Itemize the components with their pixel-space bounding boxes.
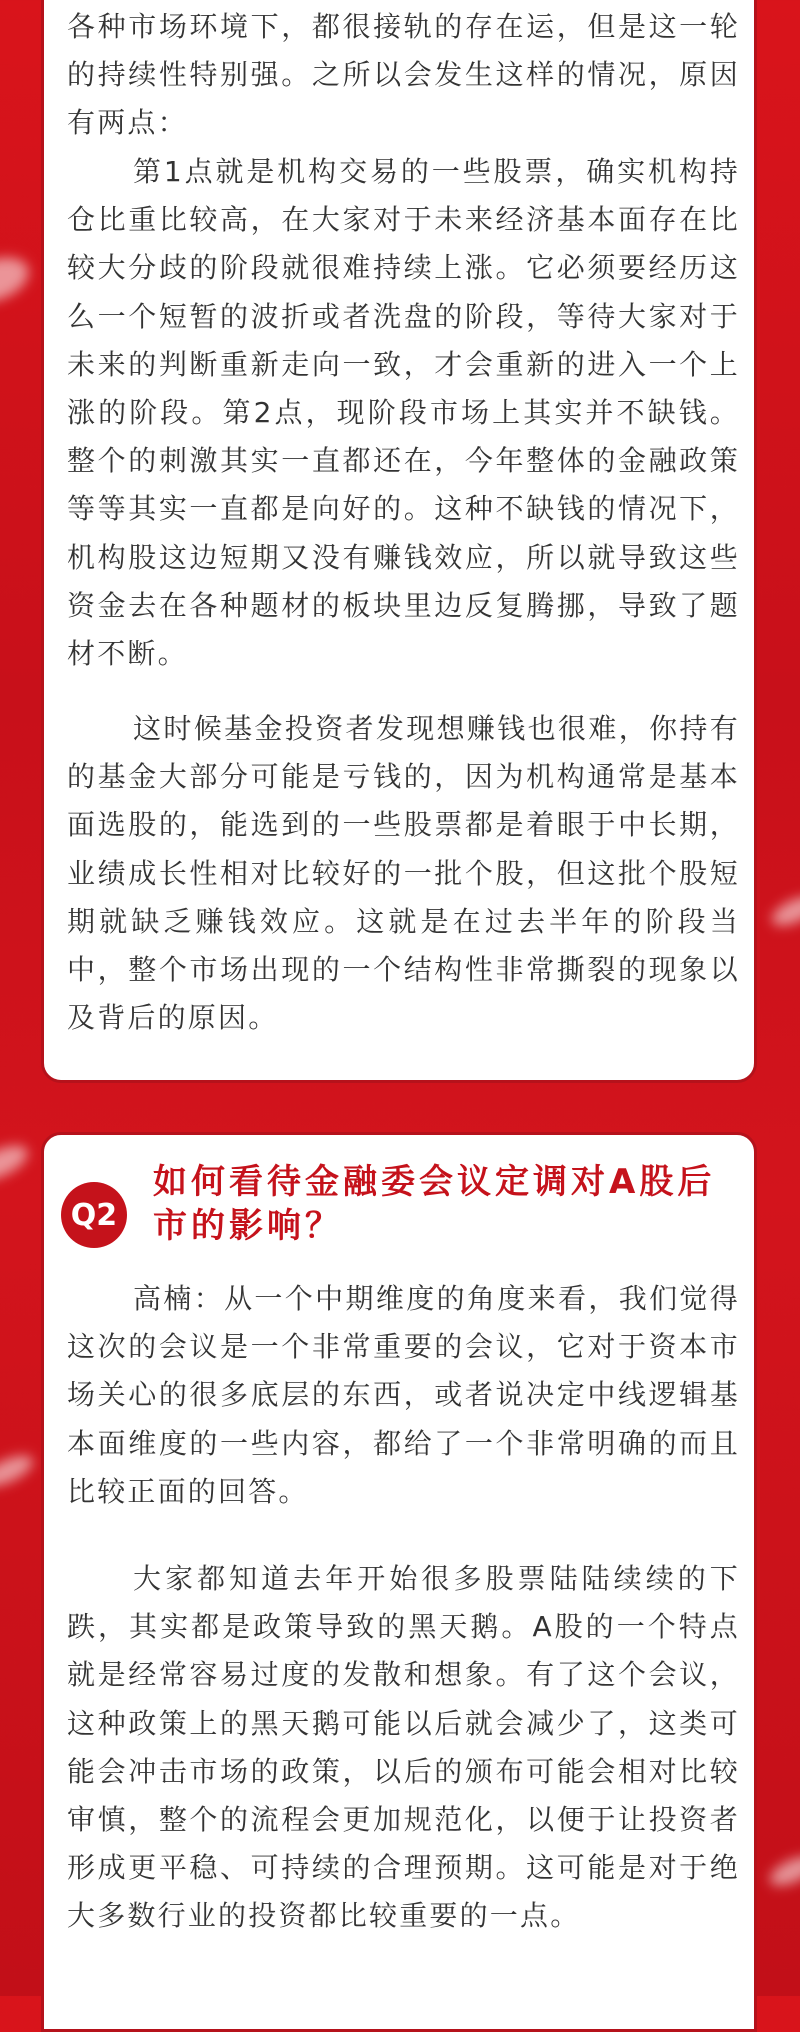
background-light-streak (0, 249, 35, 311)
background-light-streak (768, 890, 800, 931)
background-light-streak (766, 1850, 800, 1891)
answer-paragraph-intro: 各种市场环境下，都很接轨的存在运，但是这一轮的持续性特别强。之所以会发生这样的情况，原因有两点： (67, 10, 740, 140)
question-card-q2 (41, 1132, 757, 2032)
answer-paragraph-reasons: 第1点就是机构交易的一些股票，确实机构持仓比重比较高，在大家对于未来经济基本面存在比较大分歧的阶段就很难持续上涨。它必须要经历这么一个短暂的波折或者洗盘的阶段，等待大家对于未来的判断重新走向一致，才会重新的进入一个上涨的阶段。第2点，现阶段市场上其实并不缺钱。整个的刺激其实一直都还在，今年整体的金融政策等等其实一直都是向好的。这种不缺钱的情况下，机构股这边短期又没有赚钱效应，所以就导致这些资金去在各种题材的板块里边反复腾挪，导致了题材不断。 (67, 155, 740, 671)
answer-paragraph-2: 大家都知道去年开始很多股票陆陆续续的下跌，其实都是政策导致的黑天鹅。A股的一个特点就是经常容易过度的发散和想象。有了这个会议，这种政策上的黑天鹅可能以后就会减少了，这类可能会冲击市场的政策，以后的颁布可能会相对比较审慎，整个的流程会更加规范化，以便于让投资者形成更平稳、可持续的合理预期。这可能是对于绝大多数行业的投资都比较重要的一点。 (67, 1562, 740, 1933)
answer-paragraph-conclusion: 这时候基金投资者发现想赚钱也很难，你持有的基金大部分可能是亏钱的，因为机构通常是基本面选股的，能选到的一些股票都是着眼于中长期，业绩成长性相对比较好的一批个股，但这批个股短期就缺乏赚钱效应。这就是在过去半年的阶段当中，整个市场出现的一个结构性非常撕裂的现象以及背后的原因。 (67, 712, 740, 1035)
answer-card-previous (41, 0, 757, 1083)
question-number-badge: Q2 (61, 1182, 127, 1248)
answer-paragraph-1: 高楠：从一个中期维度的角度来看，我们觉得这次的会议是一个非常重要的会议，它对于资本市场关心的很多底层的东西，或者说决定中线逻辑基本面维度的一些内容，都给了一个非常明确的而且比较正面的回答。 (67, 1282, 740, 1508)
question-title: 如何看待金融委会议定调对A股后市的影响？ (153, 1162, 716, 1246)
background-light-streak (0, 1139, 33, 1188)
background-light-streak (0, 1449, 37, 1492)
